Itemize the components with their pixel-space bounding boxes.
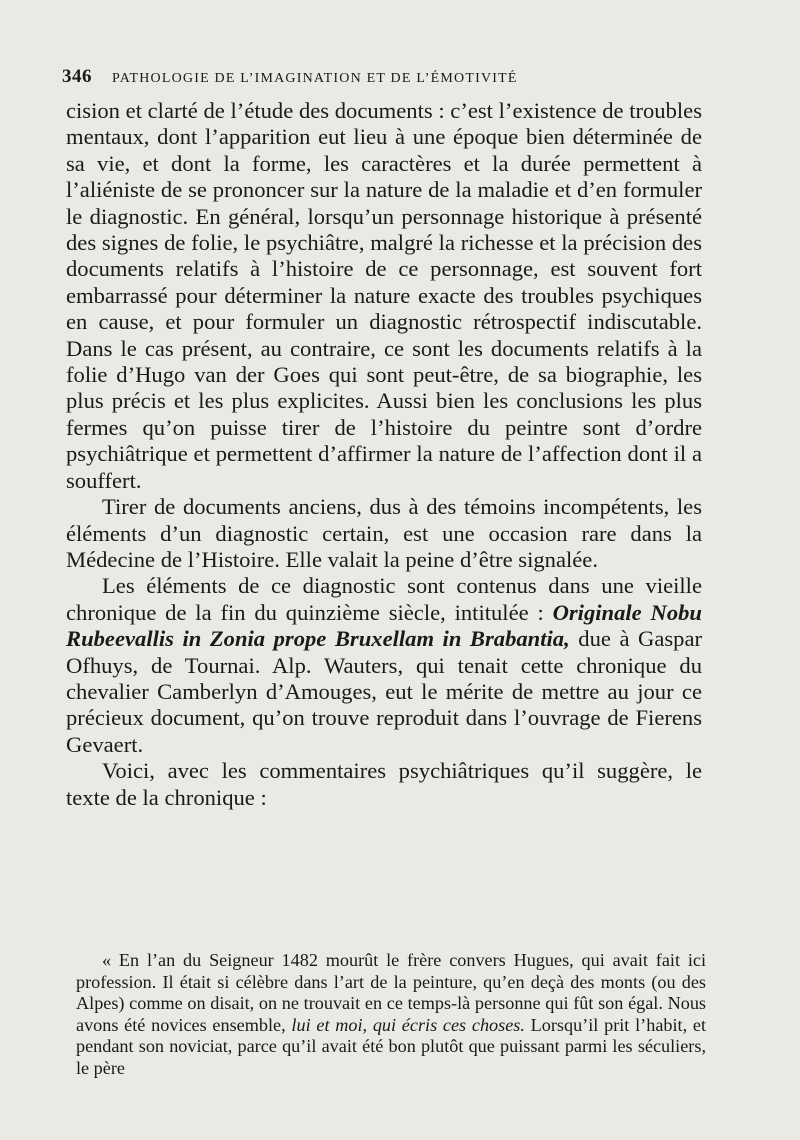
paragraph-4: Voici, avec les commentaires psychiâtriques qu’il suggère, le texte de la chronique :: [66, 758, 702, 810]
paragraph-3-continuation: due à Gaspar Ofhuys, de Tournai. Alp. Wauters, qui tenait cette chronique du chevalier Camberlyn d’Amouges, eut le mérite de mettre au jour ce précieux document, qu’on trouve reproduit dans l’ouvrage de Fierens Gevaert.: [66, 626, 702, 757]
chronicle-quotation: [76, 950, 706, 1079]
page-number: 346: [62, 66, 92, 87]
page-header: [62, 66, 662, 92]
quotation-paragraph: [76, 950, 706, 1079]
quotation-continuation: Lorsqu’il prit l’habit, et pendant son noviciat, parce qu’il avait été bon plutôt que puissant parmi les séculiers, le père: [76, 1014, 707, 1078]
chronicle-title: Originale Nobu Rubeevallis in Zonia prope Bruxellam in Brabantia,: [66, 599, 702, 652]
paragraph-3: [66, 573, 702, 758]
running-title: PATHOLOGIE DE L’IMAGINATION ET DE L’ÉMOTIVITÉ: [112, 71, 518, 86]
paragraph-2: Tirer de documents anciens, dus à des témoins incompétents, les éléments d’un diagnostic certain, est une occasion rare dans la Médecine de l’Histoire. Elle valait la peine d’être signalée.: [66, 494, 702, 572]
paragraph-1: cision et clarté de l’étude des documents : c’est l’existence de troubles mentaux, dont l’apparition eut lieu à une époque bien déterminée de sa vie, et dont la forme, les caractères et la durée permettent à l’aliéniste de se prononcer sur la nature de la maladie et d’en formuler le diagnostic. En général, lorsqu’un personnage historique à présenté des signes de folie, le psychiâtre, malgré la richesse et la précision des documents relatifs à l’histoire de ce personnage, est souvent fort embarrassé pour déterminer la nature exacte des troubles psychiques en cause, et pour formuler un diagnostic rétrospectif indiscutable. Dans le cas présent, au contraire, ce sont les documents relatifs à la folie d’Hugo van der Goes qui sont peut-être, de sa biographie, les plus précis et les plus explicites. Aussi bien les conclusions les plus fermes qu’on puisse tirer de l’histoire du peintre sont d’ordre psychiâtrique et permettent d’affirmer la nature de l’affection dont il a souffert.: [66, 98, 702, 493]
quotation-italic: lui et moi, qui écris ces choses.: [291, 1014, 525, 1035]
body-text: [66, 98, 702, 811]
paragraph-3-text: Les éléments de ce diagnostic sont contenus dans une vieille chronique de la fin du quinzième siècle, intitulée :: [66, 573, 702, 625]
quotation-text: « En l’an du Seigneur 1482 mourût le frère convers Hugues, qui avait fait ici profession. Il était si célèbre dans l’art de la peinture, qu’en deçà des monts (ou des Alpes) comme on disait, on ne trouvait en ce temps-là personne qui fût son égal. Nous avons été novices ensemble,: [76, 950, 706, 1035]
